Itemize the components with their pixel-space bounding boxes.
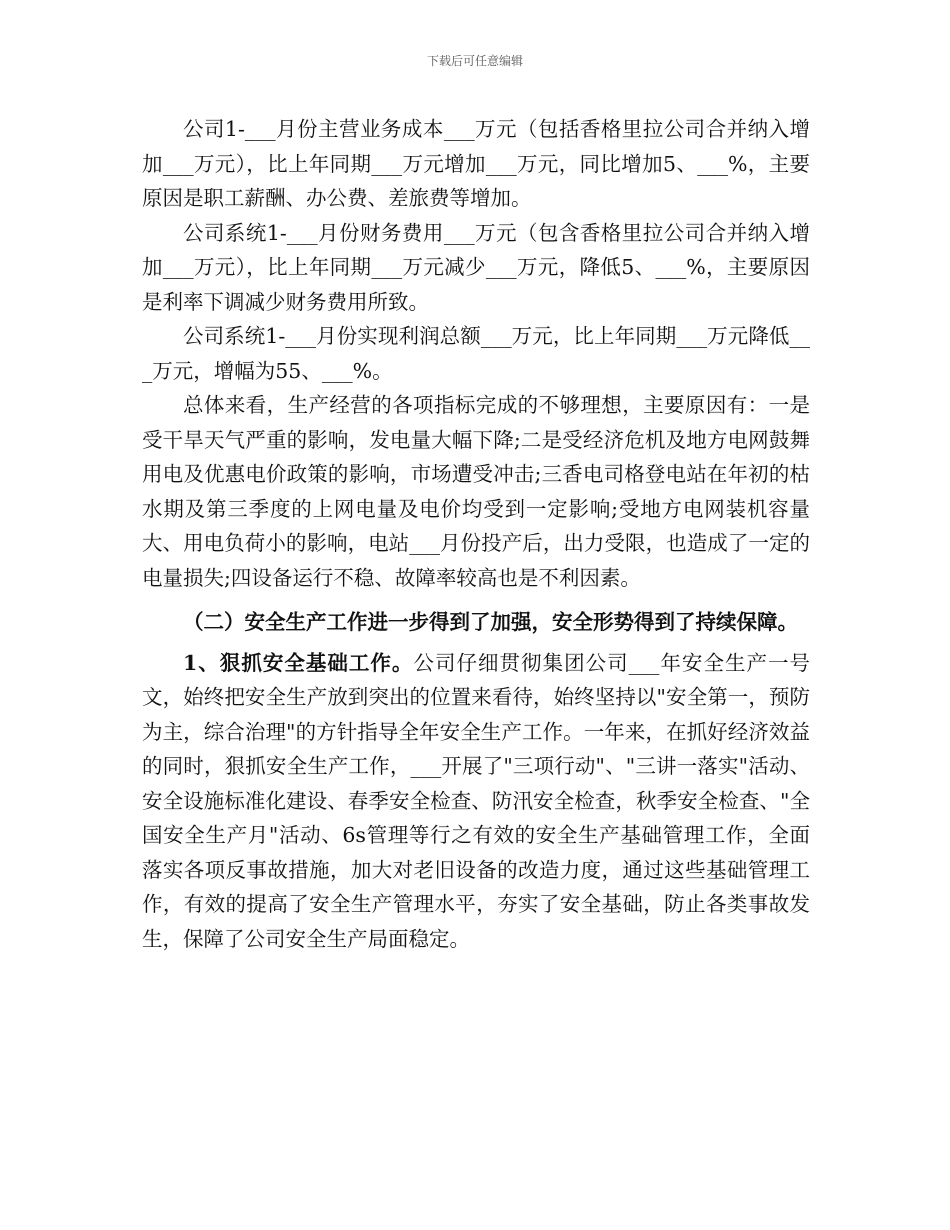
paragraph-lead: 1、狠抓安全基础工作。 [183, 650, 414, 675]
paragraph-main-cost: 公司1-___月份主营业务成本___万元（包括香格里拉公司合并纳入增加___万元），比上年同期___万元增加___万元，同比增加5、___%，主要原因是职工薪酬、办公费、差旅费等增加。 [142, 117, 810, 210]
paragraph-profit: 公司系统1-___月份实现利润总额___万元，比上年同期___万元降低___万元，增幅为55、___%。 [142, 324, 810, 383]
paragraph-finance-cost: 公司系统1-___月份财务费用___万元（包含香格里拉公司合并纳入增加___万元），比上年同期___万元减少___万元，降低5、___%，主要原因是利率下调减少财务费用所致。 [142, 220, 810, 314]
document-body [142, 112, 810, 956]
page-header: 下载后可任意编辑 [426, 54, 523, 68]
paragraph-body: 公司仔细贯彻集团公司___年安全生产一号文，始终把安全生产放到突出的位置来看待，始终坚持以"安全第一，预防为主，综合治理"的方针指导全年安全生产工作。一年来，在抓好经济效益的同时，狠抓安全生产工作，___开展了"三项行动"、"三讲一落实"活动、安全设施标准化建设、春季安全检查、防汛安全检查，秋季安全检查、"全国安全生产月"活动、6s管理等行之有效的安全生产基础管理工作，全面落实各项反事故措施，加大对老旧设备的改造力度，通过这些基础管理工作，有效的提高了安全生产管理水平，夯实了安全基础，防止各类事故发生，保障了公司安全生产局面稳定。 [142, 650, 811, 951]
paragraph-safety-foundation [142, 646, 810, 957]
paragraph-summary: 总体来看，生产经营的各项指标完成的不够理想，主要原因有：一是受干旱天气严重的影响，发电量大幅下降;二是受经济危机及地方电网鼓舞用电及优惠电价政策的影响，市场遭受冲击;三香电司格登电站在年初的枯水期及第三季度的上网电量及电价均受到一定影响;受地方电网装机容量大、用电负荷小的影响，电站___月份投产后，出力受限，也造成了一定的电量损失;四设备运行不稳、故障率较高也是不利因素。 [142, 393, 810, 590]
section-heading-safety: （二）安全生产工作进一步得到了加强，安全形势得到了持续保障。 [183, 610, 798, 634]
